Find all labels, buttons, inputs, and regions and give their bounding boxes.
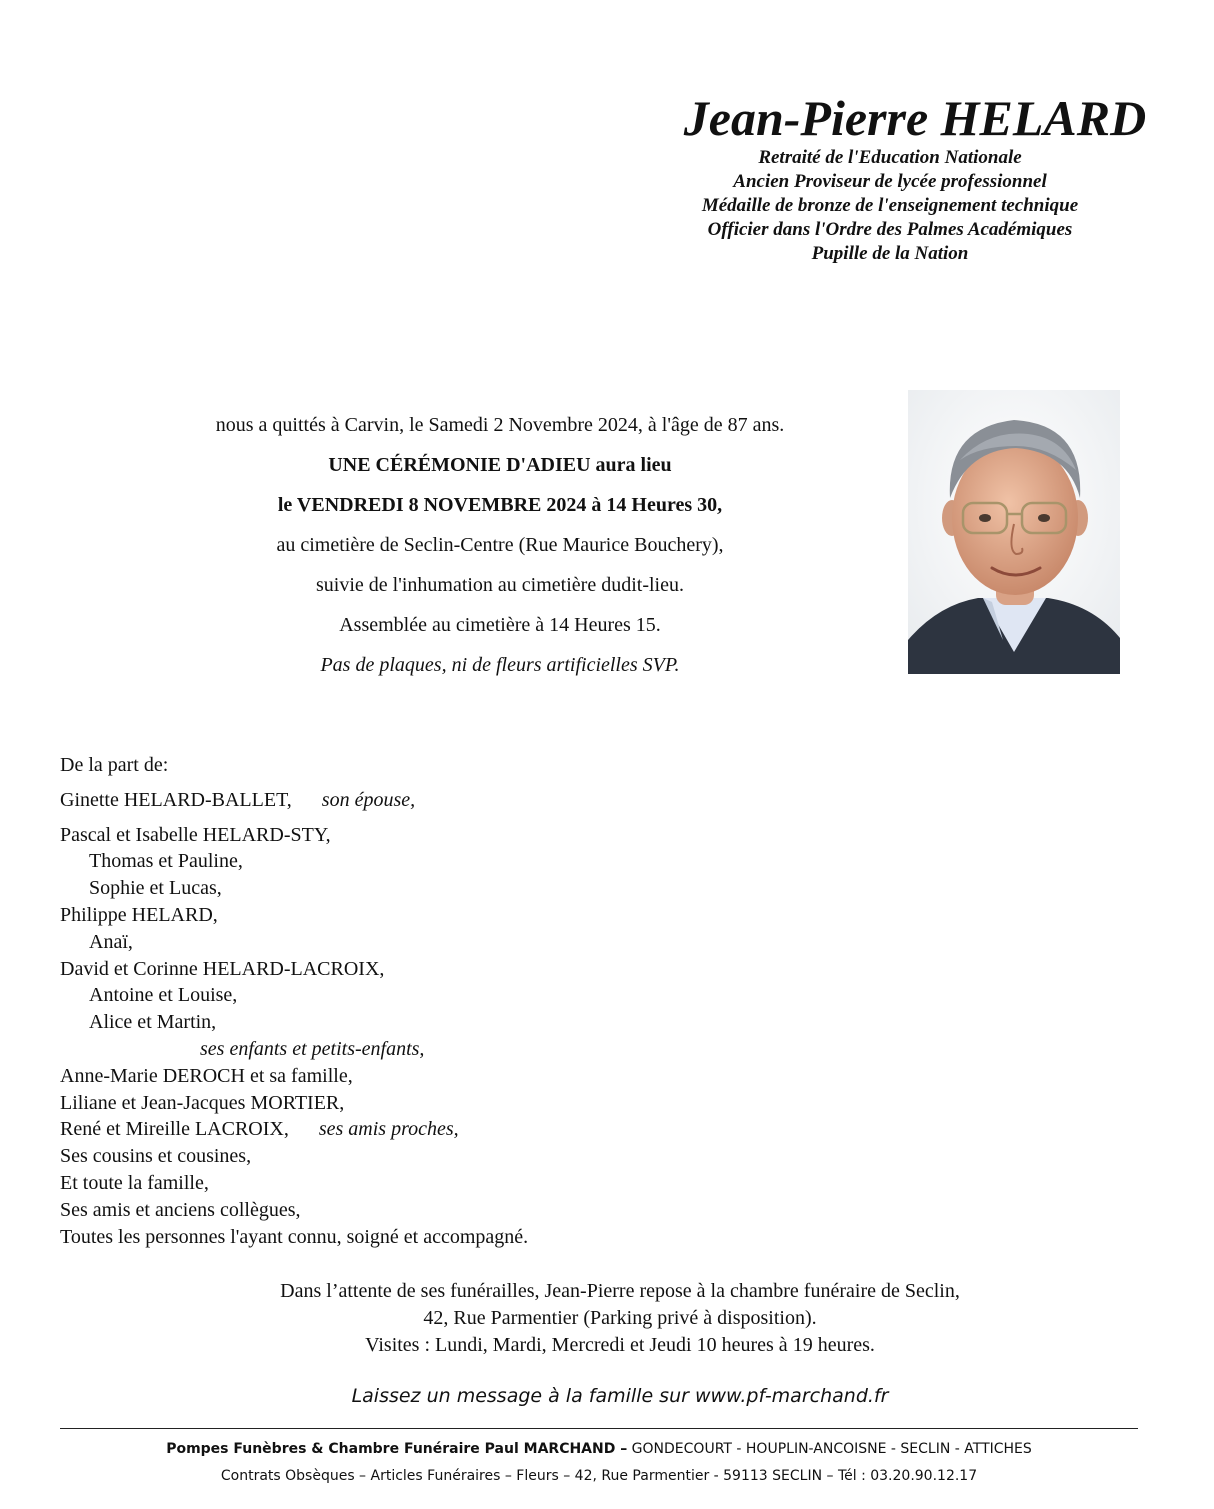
flowers-request: Pas de plaques, ni de fleurs artificielles SVP. [320,654,680,676]
friends-entry [60,1116,760,1143]
family-entry: Liliane et Jean-Jacques MORTIER, [60,1091,345,1114]
children-role: ses enfants et petits-enfants, [200,1037,425,1060]
friends-role: ses amis proches, [318,1118,459,1141]
title-line: Pupille de la Nation [811,243,969,264]
family-entry: Ses cousins et cousines, [60,1145,252,1168]
title-line: Médaille de bronze de l'enseignement technique [701,195,1079,216]
passing-line: nous a quittés à Carvin, le Samedi 2 Novembre 2024, à l'âge de 87 ans. [215,414,785,436]
portrait-illustration [908,390,1120,674]
family-entry: Thomas et Pauline, [89,850,243,873]
rest-line: Dans l’attente de ses funérailles, Jean-Pierre repose à la chambre funéraire de Seclin, [280,1280,960,1302]
company-name: Pompes Funèbres & Chambre Funéraire Paul MARCHAND – [166,1441,628,1457]
assembly-line: Assemblée au cimetière à 14 Heures 15. [339,614,661,636]
spouse-entry [60,787,760,814]
ceremony-line: UNE CÉRÉMONIE D'ADIEU aura lieu [328,454,672,476]
family-entry: Anne-Marie DEROCH et sa famille, [60,1064,353,1087]
portrait-photo [908,390,1120,674]
family-entry: Pascal et Isabelle HELARD-STY, [60,823,331,846]
burial-line: suivie de l'inhumation au cimetière dudit-lieu. [316,574,684,596]
footer-line-company [60,1436,1138,1463]
company-locations: GONDECOURT - HOUPLIN-ANCOISNE - SECLIN - ATTICHES [627,1441,1032,1457]
family-intro: De la part de: [60,754,169,776]
family-entry: Sophie et Lucas, [89,877,222,900]
family-entry: René et Mireille LACROIX, [60,1118,289,1141]
family-entry: Anaï, [89,930,133,953]
footer-divider [60,1428,1138,1429]
footer-services: Contrats Obsèques – Articles Funéraires – Fleurs – 42, Rue Parmentier - 59113 SECLIN – Tél : 03.20.90.12.17 [220,1468,978,1484]
funeral-home-footer [60,1436,1138,1490]
family-list [60,752,760,1250]
ceremony-date: le VENDREDI 8 NOVEMBRE 2024 à 14 Heures 30, [277,494,723,516]
family-entry: Et toute la famille, [60,1171,209,1194]
ceremony-place: au cimetière de Seclin-Centre (Rue Maurice Bouchery), [276,534,724,556]
visit-hours: Visites : Lundi, Mardi, Mercredi et Jeudi 10 heures à 19 heures. [365,1334,875,1356]
family-entry: Toutes les personnes l'ayant connu, soigné et accompagné. [60,1225,529,1248]
title-line: Ancien Proviseur de lycée professionnel [733,171,1047,192]
spouse-role: son épouse, [321,788,416,811]
resting-place-info [100,1278,1140,1359]
condolence-message-link[interactable]: Laissez un message à la famille sur www.pf-marchand.fr [351,1385,889,1407]
family-entry: Alice et Martin, [89,1011,217,1034]
rest-address: 42, Rue Parmentier (Parking privé à disposition). [423,1307,817,1329]
family-entry: Philippe HELARD, [60,903,218,926]
deceased-name: Jean-Pierre HELARD [683,90,1147,146]
deceased-titles [590,146,1190,266]
spouse-name: Ginette HELARD-BALLET, [60,788,292,811]
title-line: Officier dans l'Ordre des Palmes Académiques [707,219,1073,240]
family-entry: Antoine et Louise, [89,984,238,1007]
title-line: Retraité de l'Education Nationale [758,147,1022,168]
family-entry: David et Corinne HELARD-LACROIX, [60,957,385,980]
family-entry: Ses amis et anciens collègues, [60,1198,301,1221]
ceremony-announcement [100,405,900,685]
